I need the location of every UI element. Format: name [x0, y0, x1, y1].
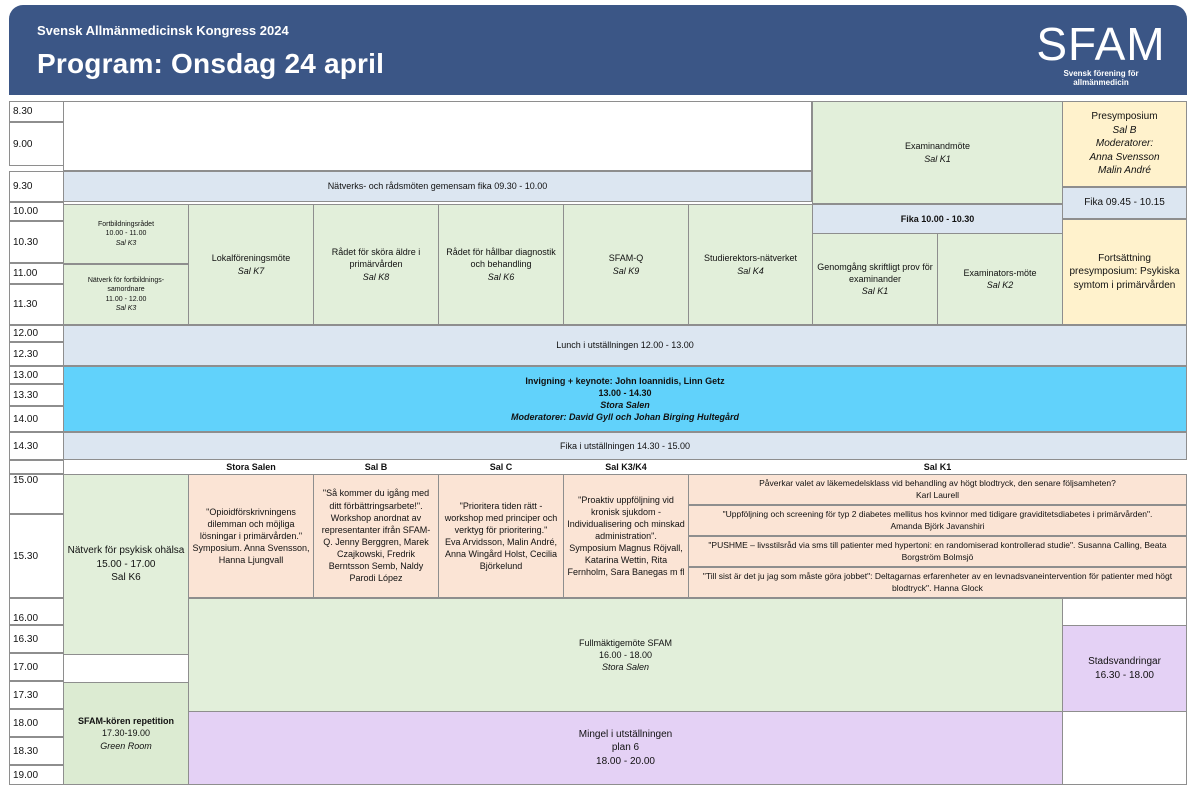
- time-label: 16.00: [9, 598, 64, 625]
- session-sal-b: "Så kommer du igång med ditt förbättringsarbete!". Workshop anordnat av representanter ifrån SFAM-Q. Jenny Berggren, Marek Czajkowski, Fredrik Berntsson Semb, Naldy Parodi López: [313, 474, 439, 598]
- time-label: 11.00: [9, 263, 64, 284]
- invigning-keynote: Invigning + keynote: John Ioannidis, Linn Getz 13.00 - 14.30 Stora Salen Moderatorer: David Gyll och Johan Birging Hultegård: [63, 366, 1187, 432]
- sfam-logo: SFAM: [1036, 18, 1166, 70]
- k1-talk: "PUSHME – livsstilsråd via sms till patienter med hypertoni: en randomiserad kontrollerad studie". Susanna Calling, Beata Borgström Bolmsjö: [688, 536, 1187, 567]
- session-stora-salen: "Opioidförskrivningens dilemman och möjliga lösningar i primärvården." Symposium. Anna Svensson, Hanna Ljungvall: [188, 474, 314, 598]
- natverk-psykisk-ohalsa: Nätverk för psykisk ohälsa 15.00 - 17.00 Sal K6: [63, 474, 189, 655]
- time-label: 17.00: [9, 653, 64, 681]
- empty-slot: [63, 654, 189, 683]
- stadsvandringar: Stadsvandringar 16.30 - 18.00: [1062, 625, 1187, 712]
- time-label: 10.00: [9, 202, 64, 221]
- time-label: 12.30: [9, 342, 64, 366]
- session-sal-c: "Prioritera tiden rätt - workshop med principer och verktyg för prioritering." Eva Arvidsson, Malin André, Anna Wingård Holst, Cecilia Björkelund: [438, 474, 564, 598]
- session-sal-k3k4: "Proaktiv uppföljning vid kronisk sjukdom - Individualisering och minskad administration". Symposium Magnus Röjvall, Katarina Wettin, Rita Fernholm, Sara Banegas m fl: [563, 474, 689, 598]
- fika-0945: Fika 09.45 - 10.15: [1062, 187, 1187, 219]
- room-header-sal-k3k4: Sal K3/K4: [605, 462, 647, 472]
- fullmaktigemote: Fullmäktigemöte SFAM 16.00 - 18.00 Stora Salen: [188, 598, 1063, 712]
- sfamq-session: SFAM-Q Sal K9: [563, 204, 689, 325]
- empty-slot: [1062, 598, 1187, 626]
- lunch-block: Lunch i utställningen 12.00 - 13.00: [63, 325, 1187, 366]
- fika-natverk: Nätverks- och rådsmöten gemensam fika 09.30 - 10.00: [63, 171, 812, 202]
- fika-10: Fika 10.00 - 10.30: [812, 204, 1063, 234]
- time-label: 8.30: [9, 101, 64, 122]
- conference-name: Svensk Allmänmedicinsk Kongress 2024: [37, 23, 289, 38]
- natverk-fortbildning-session: Nätverk för fortbildnings-samordnare 11.00 - 12.00 Sal K3: [63, 264, 189, 325]
- fortbildningsradet-session: Fortbildningsrådet 10.00 - 11.00 Sal K3: [63, 204, 189, 264]
- time-label: 19.00: [9, 765, 64, 785]
- time-label: 17.30: [9, 681, 64, 709]
- hallbar-diagnostik-session: Rådet för hållbar diagnostik och behandling Sal K6: [438, 204, 564, 325]
- examinators-session: Examinators-möte Sal K2: [937, 233, 1063, 325]
- room-header-sal-c: Sal C: [489, 462, 513, 472]
- empty-slot: [1062, 711, 1187, 785]
- fika-1430: Fika i utställningen 14.30 - 15.00: [63, 432, 1187, 460]
- sfam-logo-subtitle: Svensk förening för allmänmedicin: [1063, 69, 1139, 87]
- time-label: 13.00: [9, 366, 64, 384]
- time-label: 18.30: [9, 737, 64, 765]
- room-header-stora-salen: Stora Salen: [226, 462, 276, 472]
- room-header-sal-b: Sal B: [364, 462, 388, 472]
- time-label: 9.30: [9, 171, 64, 202]
- time-label: 10.30: [9, 221, 64, 263]
- empty-slot: [63, 101, 812, 171]
- time-label: 18.00: [9, 709, 64, 737]
- k1-talk: Påverkar valet av läkemedelsklass vid behandling av högt blodtryck, den senare följsamheten? Karl Laurell: [688, 474, 1187, 505]
- skora-aldre-session: Rådet för sköra äldre i primärvården Sal K8: [313, 204, 439, 325]
- time-label: 14.30: [9, 432, 64, 460]
- time-label: 15.30: [9, 514, 64, 598]
- koren-repetition: SFAM-kören repetition 17.30-19.00 Green Room: [63, 682, 189, 785]
- genomgang-session: Genomgång skriftligt prov för examinander Sal K1: [812, 233, 938, 325]
- presymposium-session: Presymposium Sal B Moderatorer: Anna Svensson Malin André: [1062, 101, 1187, 187]
- time-label: 11.30: [9, 284, 64, 325]
- k1-talk: "Uppföljning och screening för typ 2 diabetes mellitus hos kvinnor med tidigare graviditetsdiabetes i primärvården". Amanda Björk Javanshiri: [688, 505, 1187, 536]
- time-label: 9.00: [9, 122, 64, 166]
- examinandmote-session: Examinandmöte Sal K1: [812, 101, 1063, 204]
- time-label: 16.30: [9, 625, 64, 653]
- studierektor-session: Studierektors-nätverket Sal K4: [688, 204, 813, 325]
- lokalforeningsmote-session: Lokalföreningsmöte Sal K7: [188, 204, 314, 325]
- k1-talk: "Till sist är det ju jag som måste göra jobbet": Deltagarnas erfarenheter av en levnadsvaneintervention för patienter med högt blodtryck". Hanna Glock: [688, 567, 1187, 598]
- time-label: 14.00: [9, 406, 64, 432]
- page-title: Program: Onsdag 24 april: [37, 48, 385, 79]
- time-label: 13.30: [9, 384, 64, 406]
- fortsattning-session: Fortsättning presymposium: Psykiska symtom i primärvården: [1062, 219, 1187, 325]
- time-label: 15.00: [9, 474, 64, 514]
- mingel-block: Mingel i utställningen plan 6 18.00 - 20.00: [188, 711, 1063, 785]
- room-header-sal-k1: Sal K1: [923, 462, 952, 472]
- time-label: 12.00: [9, 325, 64, 342]
